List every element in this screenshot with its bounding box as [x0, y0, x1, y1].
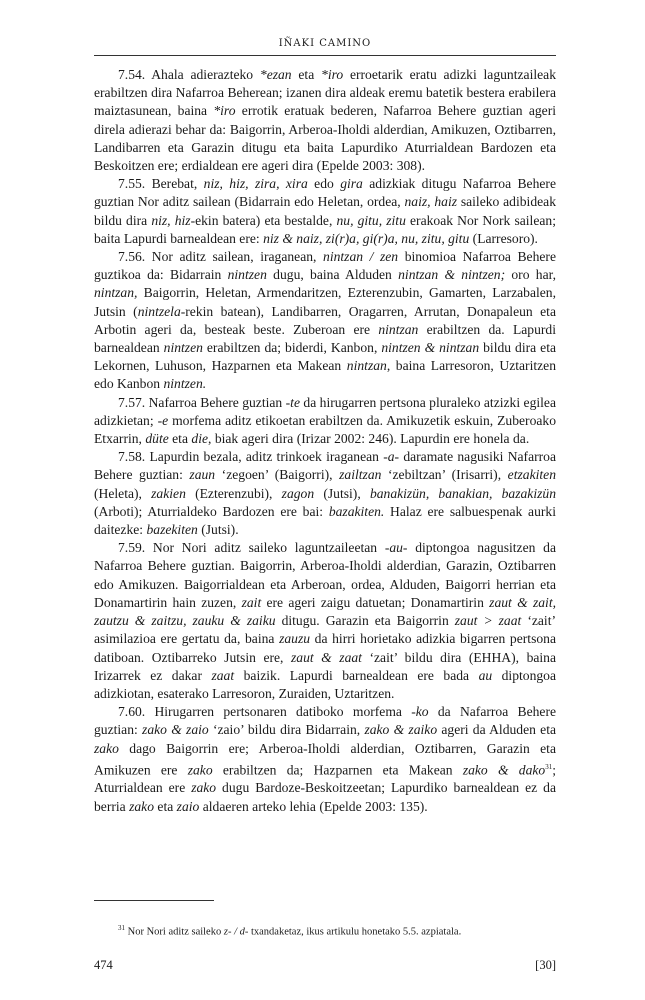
italic-run: düte [145, 431, 169, 447]
text-run: daramate nagusiki Nafarroa Behere guztian: [94, 449, 556, 483]
text-run: ageri da Alduden eta [437, 722, 557, 738]
text-run: , biak ageri dira (Irizar 2002: 246). Lapurdin ere honela da. [208, 431, 530, 447]
italic-run: zaut > zaat [454, 613, 522, 629]
text-run: morfema aditz etikoetan erabiltzen da. Amikuzetik eskuin, Zuberoako Etxarrin, [94, 412, 556, 447]
italic-run: bazekiten [146, 522, 198, 538]
italic-run: -te [285, 394, 300, 410]
italic-run: zako [187, 762, 213, 778]
italic-run: zaat [211, 667, 235, 683]
italic-run: -au- [384, 540, 408, 556]
italic-run: nu, gitu, zitu [336, 212, 406, 228]
paragraph [94, 539, 556, 703]
italic-run: niz, hiz, zira, xira [203, 176, 308, 192]
italic-run: zako & dako [462, 762, 546, 778]
text-run: diptongoa adizkiotan, esaterako Larresoron, Zuraiden, Uztaritzen. [94, 667, 556, 701]
text-run: 7.60. Hirugarren pertsonaren datiboko morfema [118, 704, 412, 720]
text-run: ere ageri zaigu datuetan; Donamartirin [261, 594, 490, 610]
text-run: , baina Larresoron, Uztaritzen edo Kanbon [94, 358, 556, 392]
italic-run: nintzan & nintzen; [398, 267, 506, 283]
text-run: (Ezterenzubi), [185, 485, 282, 501]
italic-run: nintzen. [163, 376, 207, 392]
italic-run: zauzu [279, 631, 311, 647]
italic-run: zagon [281, 485, 315, 501]
text-run: 7.57. Nafarroa Behere guztian [118, 394, 286, 410]
italic-run: zako [94, 740, 119, 756]
text-run: 7.55. Berebat, [118, 176, 204, 192]
italic-run: *iro [213, 103, 236, 119]
italic-run: *iro [321, 67, 344, 82]
text-run: dugu Bardoze-Beskoitzeetan; Lapurdiko barnealdean ez da berria [94, 780, 556, 814]
text-run: (Jutsi). [197, 522, 239, 538]
italic-run: bazakiten. [328, 503, 385, 519]
italic-run: zakien [151, 485, 186, 501]
footnote-ref: 31 [545, 762, 553, 771]
italic-run: niz, hiz [151, 212, 191, 228]
header-rule [94, 55, 556, 56]
italic-run: die [191, 431, 209, 447]
text-run: -rekin batean), Landibarren, Oragarren, Arrutan, Donapaleun eta Arbotin ageri da, besteak beste. Zuberoan ere [94, 303, 556, 337]
italic-run: *ezan [259, 67, 292, 82]
text-run: eta [154, 798, 177, 814]
text-run: (Heleta), [94, 485, 152, 501]
text-run: aldaeren arteko lehia (Epelde 2003: 135). [199, 798, 428, 814]
italic-run: zailtzan [339, 467, 382, 483]
paragraph [94, 175, 556, 248]
text-run: errotik eratuak bederen, Nafarroa Behere guztian ageri direla adierazi behar da: Baigorrin, Arberoa-Iholdi alderdian, Amikuzen, Oztibarren, Landibarren eta Garazin ditugu eta baita Lapurdiko Aturrialdean Bardozen eta Beskoitzen ere; erdialdean ere ageri dira (Epelde 2003: 308). [94, 103, 557, 174]
footnote-text-before: Nor Nori aditz saileko [127, 926, 224, 938]
footnote-rule [94, 900, 214, 901]
text-run: ‘zait’ bildu dira (EHHA), baina Irizarrek ez dakar [94, 649, 557, 683]
italic-run: etzakiten [507, 467, 556, 483]
text-run: bildu dira eta Lekornen, Luhuson, Hazparnen eta Makean [94, 340, 556, 374]
text-run: erroetarik eratu adizki laguntzaileak erabiltzen dira Nafarroa Beherean; izanen dira aldeak eremu batetik bestera erabilera maiztasunean, baina [94, 67, 556, 119]
text-run: ‘zait’ asimilazioa ere gertatu da, baina [94, 613, 557, 647]
text-run: ; Aturrialdean ere [94, 762, 556, 796]
text-run: binomioa Nafarroa Behere guztikoa da: Bidarrain [94, 249, 556, 283]
footnote-italic: z- / d- [223, 926, 249, 938]
italic-run: zako & zaiko [364, 722, 438, 738]
text-run: ditugu. Garazin eta Baigorrin [275, 613, 455, 629]
text-run: erabiltzen da; Hazparnen eta Makean [212, 762, 463, 778]
italic-run: nintzan [346, 358, 387, 374]
italic-run: nintzen & nintzan [381, 340, 480, 356]
text-run: erabiltzen da; biderdi, Kanbon, [202, 340, 382, 356]
text-run: da Nafarroa Behere guztian: [94, 704, 557, 738]
text-run: eta [168, 431, 192, 447]
text-run: saileko adibideak bildu dira [94, 194, 556, 228]
text-run: Halaz ere salbuespenak aurki daitezke: [94, 503, 556, 538]
italic-run: nintzen [227, 267, 267, 283]
text-run: oro har, [505, 267, 556, 283]
italic-run: zaun [189, 467, 216, 483]
text-run: erakoak Nor Nork sailean; baita Lapurdi barnealdean ere: [94, 212, 556, 246]
italic-run: au [478, 667, 493, 683]
italic-run: zako [129, 798, 155, 814]
footnote-marker: 31 [118, 924, 125, 932]
italic-run: nintzan [378, 321, 419, 337]
text-run: edo [307, 176, 341, 192]
text-run: Baigorrin, Heletan, Armendaritzen, Ezterenzubin, Gamarten, Larzabalen, Jutsin ( [94, 285, 556, 319]
italic-run: nintzan / zen [323, 249, 399, 265]
text-run: baizik. Lapurdi barnealdean ere bada [234, 667, 479, 683]
italic-run: nintzan, [94, 285, 138, 301]
text-run: diptongoa nagusitzen da Nafarroa Behere guztian. Baigorrin, Arberoa-Iholdi alderdian, Garazin, Oztibarren edo Amikuzen. Baigorrialdean eta Arberoan, ordea, Alduden, Baigorri herrian eta Donamartirin hain zuzen, [94, 540, 556, 610]
italic-run: banakizün, banakian, bazakizün [369, 485, 556, 501]
text-run: ‘zegoen’ (Baigorri), [215, 467, 340, 483]
italic-run: zaut & zaat [290, 649, 362, 665]
footnote [118, 924, 558, 938]
body-text [94, 66, 556, 816]
italic-run: -ko [411, 704, 429, 720]
running-header: IÑAKI CAMINO [278, 38, 372, 49]
paragraph [94, 66, 556, 175]
italic-run: nintzela [137, 303, 181, 319]
footnote-text-after: txandaketaz, ikus artikulu honetako 5.5. azpiatala. [248, 926, 462, 938]
text-run: 7.56. Nor aditz sailean, iraganean, [118, 249, 324, 265]
italic-run: zaio [176, 798, 200, 814]
italic-run: niz & naiz, zi(r)a, gi(r)a, nu, zitu, gitu [263, 230, 470, 246]
section-number: [30] [535, 958, 556, 972]
text-run: dugu, baina Alduden [266, 267, 399, 283]
text-run: (Larresoro). [469, 230, 538, 246]
text-run: 7.54. Ahala adierazteko [118, 67, 260, 82]
paragraph [94, 703, 556, 816]
italic-run: -a- [383, 449, 400, 465]
paragraph [94, 248, 556, 394]
italic-run: -e [157, 412, 169, 428]
text-run: 7.58. Lapurdin bezala, aditz trinkoek iraganean [118, 449, 384, 465]
text-run: 7.59. Nor Nori aditz saileko laguntzaileetan [118, 540, 385, 556]
italic-run: naiz, haiz [404, 194, 458, 210]
text-run: da hirri horietako adizkia bigarren pertsona datiboan. Oztibarreko Jutsin ere, [94, 631, 556, 665]
text-run: adizkiak ditugu Nafarroa Behere guztian Nor aditz sailean (Bidarrain edo Heletan, ordea, [94, 176, 556, 210]
italic-run: zako [191, 780, 217, 796]
italic-run: gira [340, 176, 363, 192]
italic-run: zaut & zait, zautzu & zaitzu, zauku & zaiku [94, 594, 556, 629]
italic-run: zait [241, 594, 262, 610]
text-run: ‘zebiltzan’ (Irisarri), [381, 467, 508, 483]
text-run: -ekin batera) eta bestalde, [190, 212, 337, 228]
paragraph [94, 394, 556, 449]
text-run: da hirugarren pertsona pluraleko atzizki egilea adizkietan; [94, 394, 556, 428]
text-run: erabiltzen da. Lapurdi barnealdean [94, 321, 557, 356]
italic-run: nintzen [163, 340, 203, 356]
text-run: ‘zaio’ bildu dira Bidarrain, [208, 722, 365, 738]
text-run: (Jutsi), [314, 485, 370, 501]
paragraph [94, 448, 556, 539]
text-run: eta [291, 67, 322, 82]
text-run: dago Baigorrin ere; Arberoa-Iholdi alderdian, Oztibarren, Garazin eta Amikuzen ere [94, 740, 556, 778]
page-number: 474 [94, 958, 113, 972]
text-run: (Arboti); Aturrialdeko Bardozen ere bai: [94, 503, 329, 519]
italic-run: zako & zaio [142, 722, 209, 738]
